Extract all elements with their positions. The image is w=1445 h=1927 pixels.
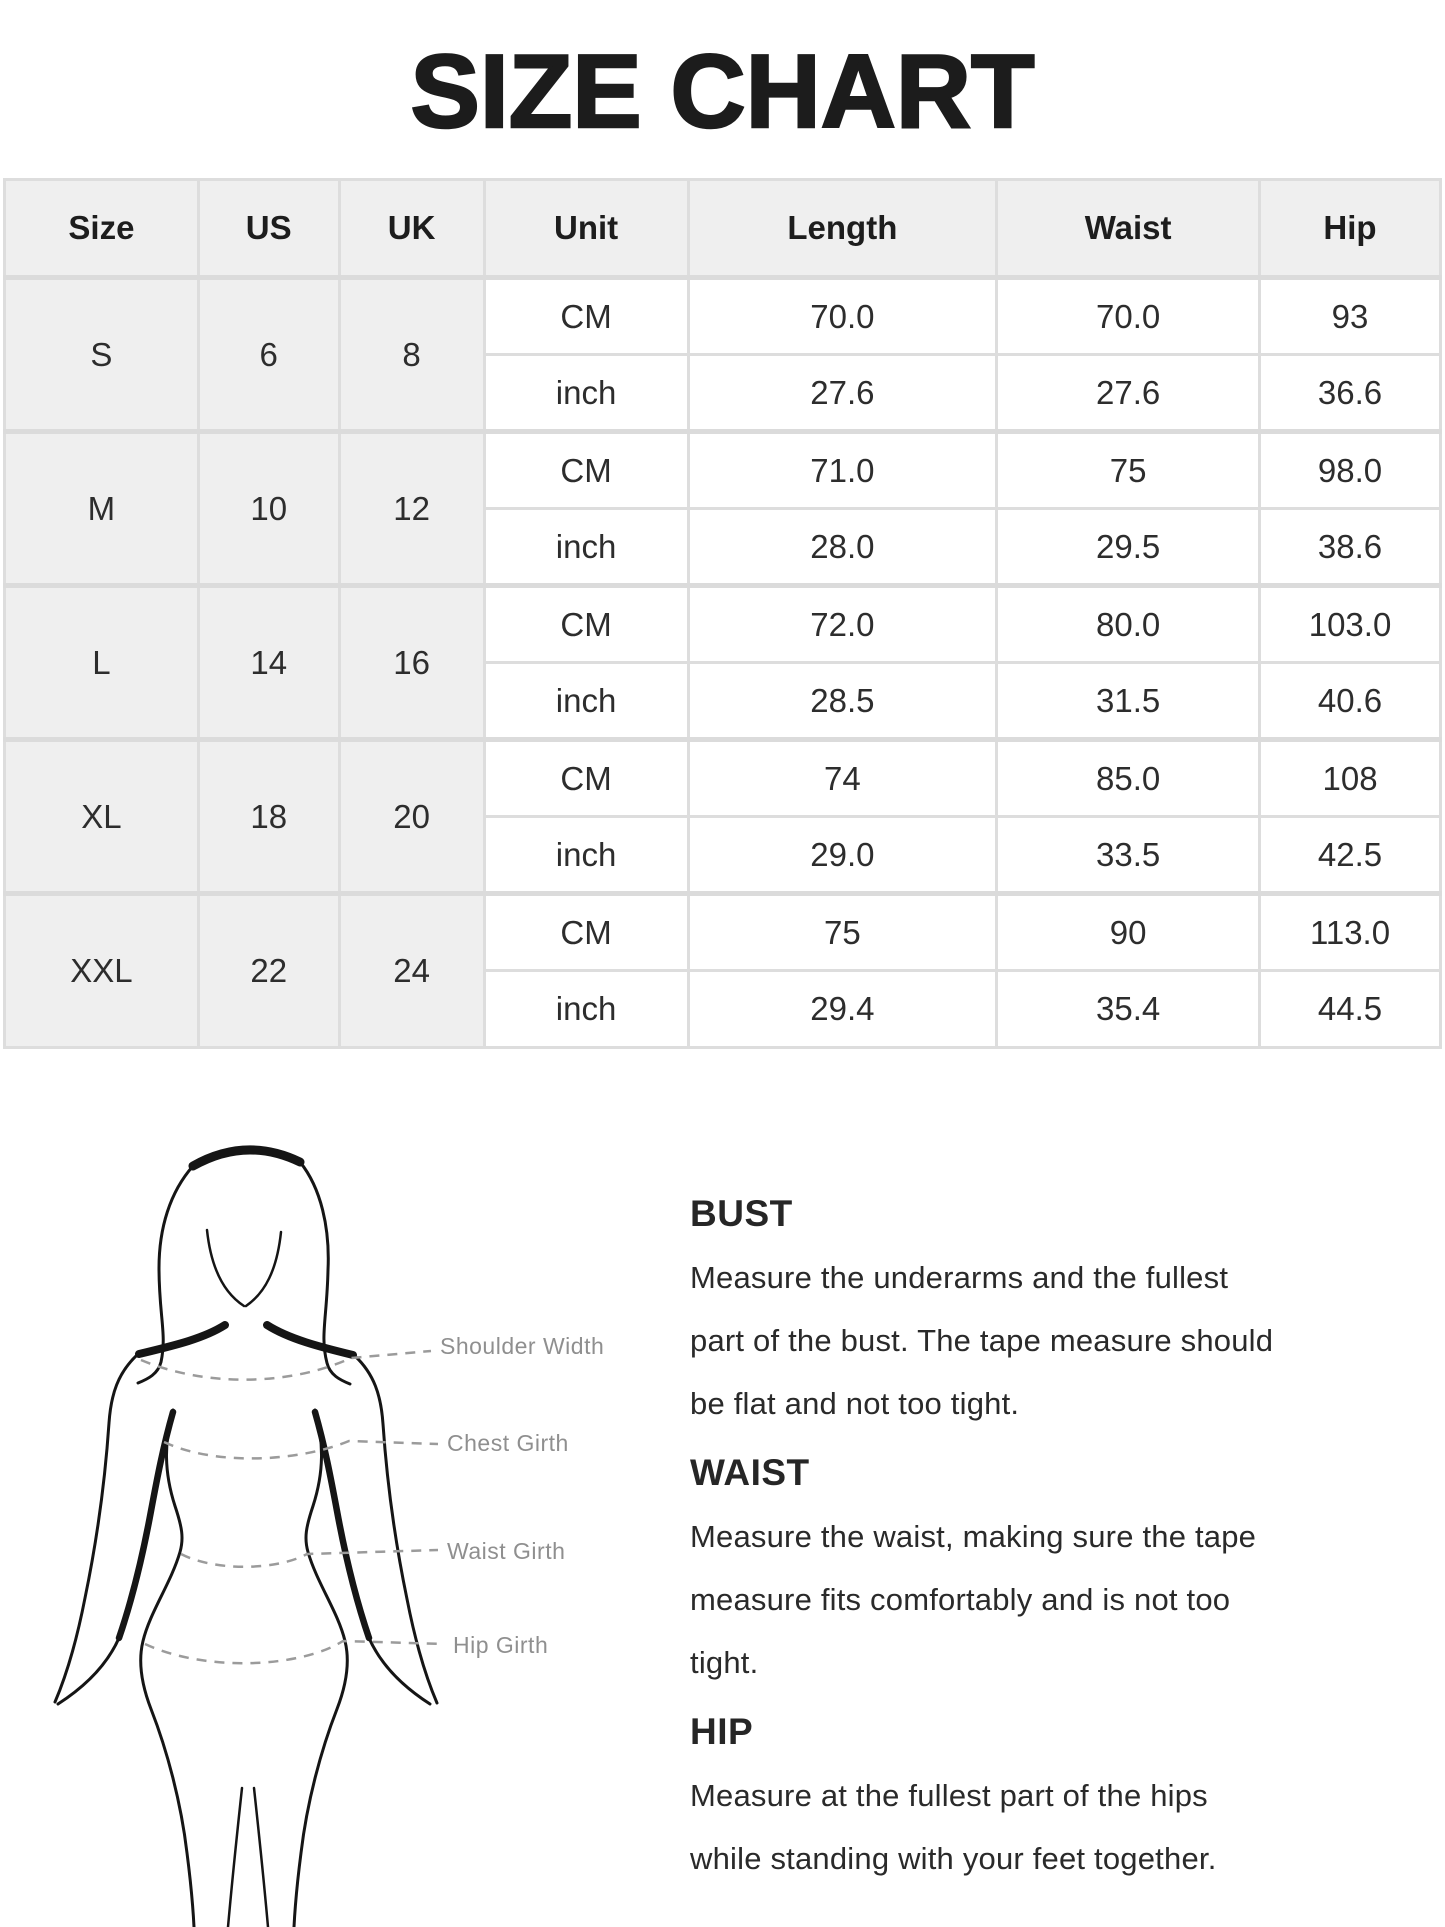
female-silhouette-illustration: [0, 1120, 660, 1927]
waist-text-line: Measure the waist, making sure the tape: [690, 1519, 1257, 1554]
length-inch: 28.5: [688, 663, 997, 740]
waist-heading: WAIST: [690, 1452, 810, 1493]
header-hip: Hip: [1260, 180, 1441, 278]
chest-girth-label: Chest Girth: [447, 1430, 569, 1456]
length-inch: 27.6: [688, 355, 997, 432]
uk-value: 8: [339, 278, 484, 432]
table-row: [5, 432, 1441, 509]
waist-text-line: tight.: [690, 1645, 759, 1680]
header-uk: UK: [339, 180, 484, 278]
uk-value: 16: [339, 586, 484, 740]
length-cm: 75: [688, 894, 997, 971]
uk-value: 12: [339, 432, 484, 586]
length-inch: 29.0: [688, 817, 997, 894]
length-cm: 74: [688, 740, 997, 817]
length-cm: 70.0: [688, 278, 997, 355]
size-group-xl: [5, 740, 1441, 894]
hip-girth-line: [145, 1641, 444, 1663]
waist-inch: 31.5: [997, 663, 1260, 740]
table-header-row: [5, 180, 1441, 278]
length-cm: 71.0: [688, 432, 997, 509]
uk-value: 24: [339, 894, 484, 1048]
measuring-instructions: [690, 1190, 1390, 1890]
shoulder-width-label: Shoulder Width: [440, 1333, 605, 1359]
table-row: [5, 278, 1441, 355]
hip-cm: 98.0: [1260, 432, 1441, 509]
size-group-m: [5, 432, 1441, 586]
unit-cm-label: CM: [484, 278, 688, 355]
hip-girth-label: Hip Girth: [453, 1632, 549, 1658]
unit-inch-label: inch: [484, 971, 688, 1048]
hip-cm: 103.0: [1260, 586, 1441, 663]
waist-girth-label: Waist Girth: [447, 1538, 566, 1564]
header-size: Size: [5, 180, 199, 278]
unit-inch-label: inch: [484, 355, 688, 432]
size-value: S: [5, 278, 199, 432]
hip-section: [690, 1708, 1390, 1890]
waist-inch: 29.5: [997, 509, 1260, 586]
bust-text-line: Measure the underarms and the fullest: [690, 1260, 1229, 1295]
shoulder-width-line: [141, 1351, 431, 1380]
size-group-s: [5, 278, 1441, 432]
uk-value: 20: [339, 740, 484, 894]
unit-cm-label: CM: [484, 586, 688, 663]
unit-cm-label: CM: [484, 740, 688, 817]
size-group-l: [5, 586, 1441, 740]
bust-section: [690, 1190, 1390, 1435]
hip-inch: 44.5: [1260, 971, 1441, 1048]
unit-inch-label: inch: [484, 817, 688, 894]
hip-cm: 108: [1260, 740, 1441, 817]
waist-cm: 70.0: [997, 278, 1260, 355]
waist-section: [690, 1449, 1390, 1694]
bust-text-line: be flat and not too tight.: [690, 1386, 1020, 1421]
waist-cm: 85.0: [997, 740, 1260, 817]
hip-text-line: Measure at the fullest part of the hips: [690, 1778, 1208, 1813]
hip-cm: 93: [1260, 278, 1441, 355]
chest-girth-line: [164, 1441, 438, 1458]
hip-cm: 113.0: [1260, 894, 1441, 971]
us-value: 6: [198, 278, 339, 432]
waist-inch: 27.6: [997, 355, 1260, 432]
measurement-dashed-lines: [141, 1351, 444, 1663]
page-title: SIZE CHART: [410, 34, 1035, 150]
us-value: 18: [198, 740, 339, 894]
hip-inch: 42.5: [1260, 817, 1441, 894]
hip-inch: 36.6: [1260, 355, 1441, 432]
size-group-xxl: [5, 894, 1441, 1048]
length-inch: 28.0: [688, 509, 997, 586]
waist-text-line: measure fits comfortably and is not too: [690, 1582, 1231, 1617]
size-table: [3, 178, 1442, 1049]
waist-cm: 75: [997, 432, 1260, 509]
size-value: M: [5, 432, 199, 586]
length-cm: 72.0: [688, 586, 997, 663]
waist-inch: 35.4: [997, 971, 1260, 1048]
size-value: XL: [5, 740, 199, 894]
table-row: [5, 740, 1441, 817]
table-row: [5, 586, 1441, 663]
length-inch: 29.4: [688, 971, 997, 1048]
waist-inch: 33.5: [997, 817, 1260, 894]
header-length: Length: [688, 180, 997, 278]
hip-text-line: while standing with your feet together.: [690, 1841, 1217, 1876]
unit-inch-label: inch: [484, 509, 688, 586]
bust-heading: BUST: [690, 1193, 793, 1234]
us-value: 10: [198, 432, 339, 586]
unit-cm-label: CM: [484, 432, 688, 509]
unit-inch-label: inch: [484, 663, 688, 740]
hip-inch: 38.6: [1260, 509, 1441, 586]
waist-cm: 90: [997, 894, 1260, 971]
hip-inch: 40.6: [1260, 663, 1441, 740]
size-value: XXL: [5, 894, 199, 1048]
header-waist: Waist: [997, 180, 1260, 278]
bust-text-line: part of the bust. The tape measure should: [690, 1323, 1274, 1358]
us-value: 22: [198, 894, 339, 1048]
hip-heading: HIP: [690, 1711, 754, 1752]
header-us: US: [198, 180, 339, 278]
waist-cm: 80.0: [997, 586, 1260, 663]
table-row: [5, 894, 1441, 971]
header-unit: Unit: [484, 180, 688, 278]
body-measurement-figure: [0, 1120, 660, 1927]
us-value: 14: [198, 586, 339, 740]
unit-cm-label: CM: [484, 894, 688, 971]
size-value: L: [5, 586, 199, 740]
